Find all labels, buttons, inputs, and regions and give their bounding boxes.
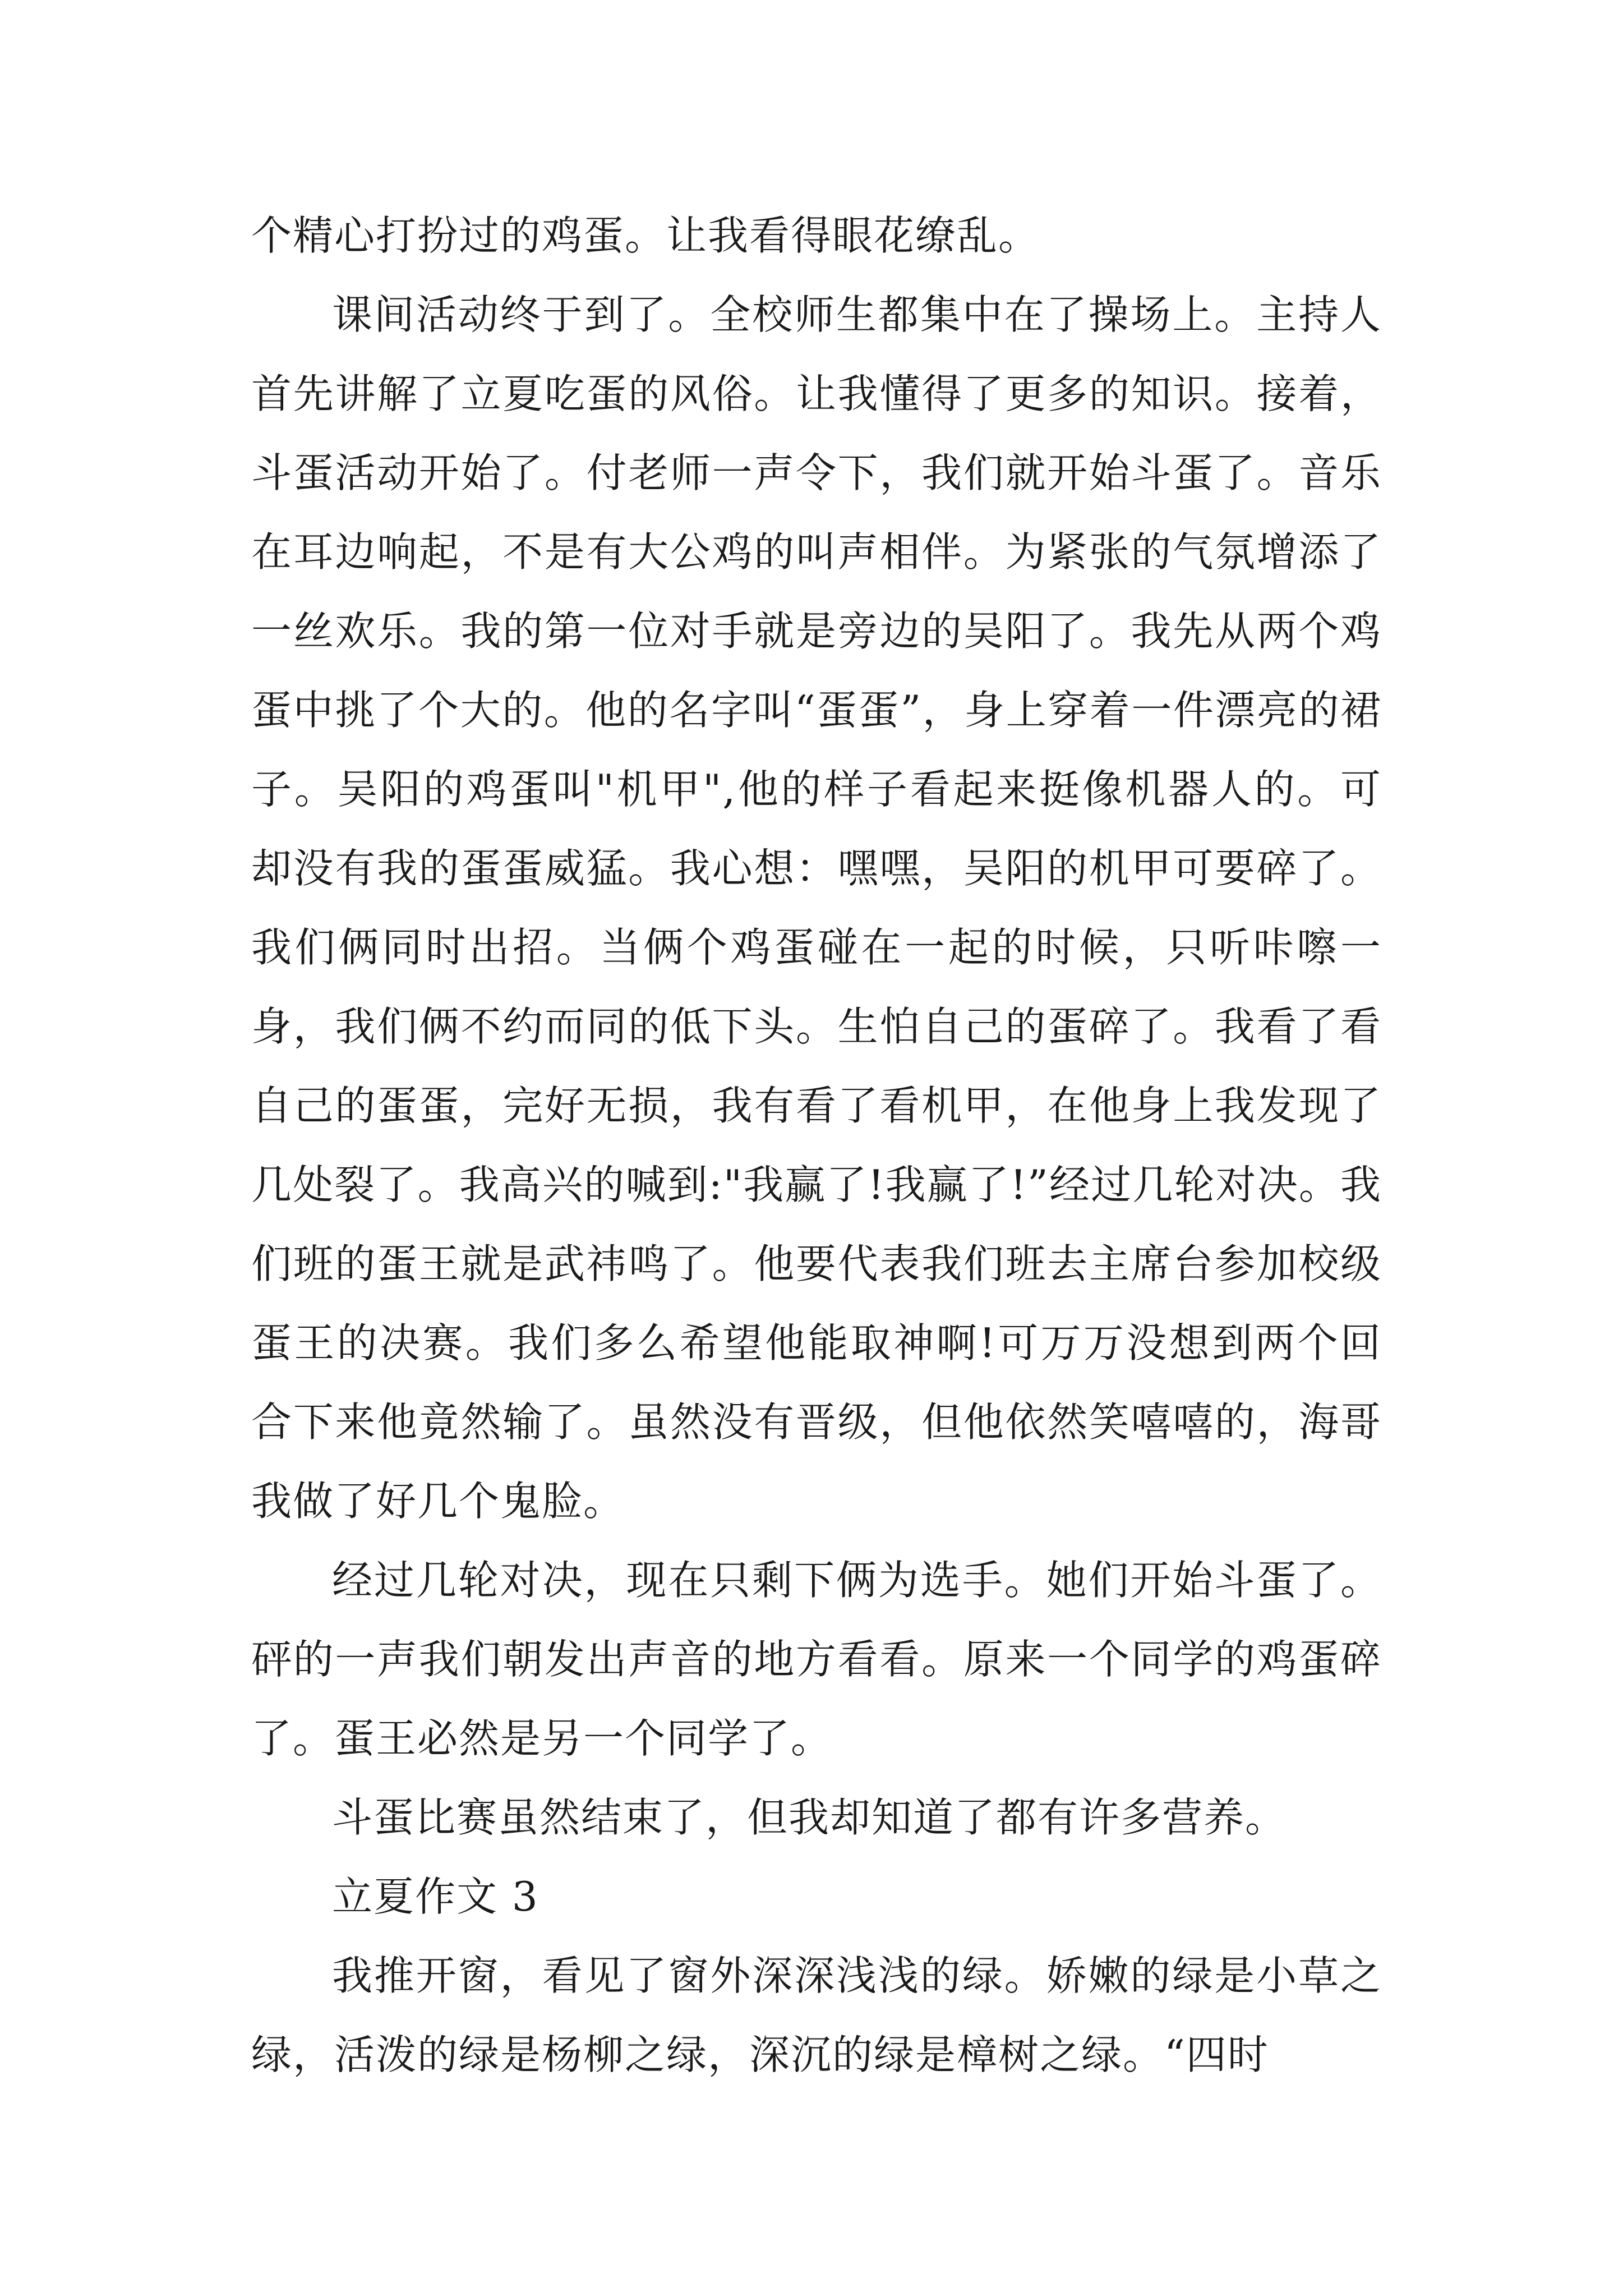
paragraph-continuation: 个精心打扮过的鸡蛋。让我看得眼花缭乱。 xyxy=(251,212,1040,259)
paragraph-conclusion: 斗蛋比赛虽然结束了，但我却知道了都有许多营养。 xyxy=(332,1794,1287,1841)
document-body xyxy=(251,196,1382,2095)
paragraph-final-round: 经过几轮对决，现在只剩下俩为选手。她们开始斗蛋了。砰的一声我们朝发出声音的地方看看。原来一个同学的鸡蛋碎了。蛋王必然是另一个同学了。 xyxy=(251,1557,1382,1762)
section-heading: 立夏作文 3 xyxy=(332,1873,539,1920)
paragraph-window-green: 我推开窗，看见了窗外深深浅浅的绿。娇嫩的绿是小草之绿，活泼的绿是杨柳之绿，深沉的绿是樟树之绿。“四时 xyxy=(251,1952,1382,2078)
paragraph-egg-battle: 课间活动终于到了。全校师生都集中在了操场上。主持人首先讲解了立夏吃蛋的风俗。让我懂得了更多的知识。接着，斗蛋活动开始了。付老师一声令下，我们就开始斗蛋了。音乐在耳边响起，不是有大公鸡的叫声相伴。为紧张的气氛增添了一丝欢乐。我的第一位对手就是旁边的吴阳了。我先从两个鸡蛋中挑了个大的。他的名字叫“蛋蛋”，身上穿着一件漂亮的裙子。吴阳的鸡蛋叫"机甲",他的样子看起来挺像机器人的。可却没有我的蛋蛋威猛。我心想：嘿嘿，吴阳的机甲可要碎了。我们俩同时出招。当俩个鸡蛋碰在一起的时候，只听咔嚓一身，我们俩不约而同的低下头。生怕自己的蛋碎了。我看了看自己的蛋蛋，完好无损，我有看了看机甲，在他身上我发现了几处裂了。我高兴的喊到:"我赢了!我赢了!”经过几轮对决。我们班的蛋王就是武祎鸣了。他要代表我们班去主席台参加校级蛋王的决赛。我们多么希望他能取神啊!可万万没想到两个回合下来他竟然输了。虽然没有晋级，但他依然笑嘻嘻的，海哥我做了好几个鬼脸。 xyxy=(251,291,1382,1525)
